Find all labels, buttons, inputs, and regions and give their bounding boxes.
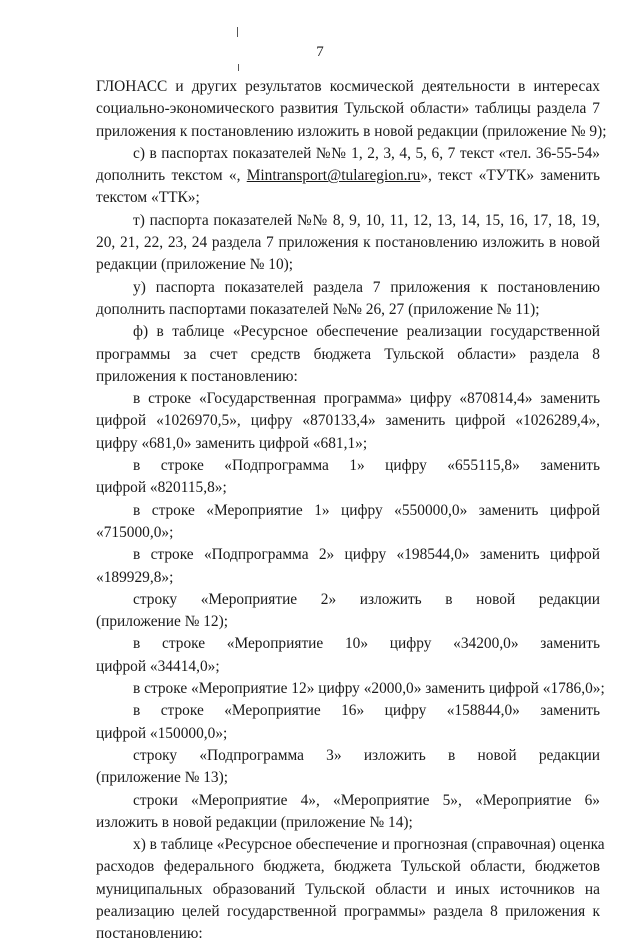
- text-line: в строке «Мероприятие 16» цифру «158844,0» заменить: [133, 702, 600, 720]
- text-line: (приложение № 12);: [96, 613, 229, 631]
- text-line: строки «Мероприятие 4», «Мероприятие 5», «Мероприятие 6»: [133, 791, 600, 809]
- text-line: реализацию целей государственной программы» раздела 8 приложения к: [96, 902, 600, 920]
- text-line: в строке «Подпрограмма 2» цифру «198544,0» заменить цифрой: [133, 546, 600, 564]
- text-line: дополнить паспортами показателей №№ 26, 27 (приложение № 11);: [96, 300, 540, 318]
- text-line: редакции (приложение № 10);: [96, 256, 294, 274]
- text-line: социально-экономического развития Тульской области» таблицы раздела 7: [96, 100, 600, 118]
- text-line: 20, 21, 22, 23, 24 раздела 7 приложения к постановлению изложить в новой: [96, 234, 600, 252]
- text-line: дополнить текстом «, Mintransport@tularegion.ru», текст «ТУТК» заменить: [96, 167, 600, 185]
- email-link[interactable]: Mintransport@tularegion.ru: [246, 167, 421, 185]
- text-line: цифрой «820115,8»;: [96, 479, 227, 497]
- text-line: строку «Подпрограмма 3» изложить в новой редакции: [133, 746, 600, 764]
- text-line: в строке «Мероприятие 10» цифру «34200,0» заменить: [133, 635, 600, 653]
- text-line: изложить в новой редакции (приложение № 14);: [96, 813, 413, 831]
- text-line: «715000,0»;: [96, 523, 174, 541]
- text-line: т) паспорта показателей №№ 8, 9, 10, 11, 12, 13, 14, 15, 16, 17, 18, 19,: [133, 211, 600, 229]
- scan-mark: [238, 64, 239, 71]
- text-line: муниципальных образований Тульской области и иных источников на: [96, 880, 600, 898]
- text-line: х) в таблице «Ресурсное обеспечение и прогнозная (справочная) оценка: [133, 836, 605, 854]
- text-line: приложения к постановлению изложить в новой редакции (приложение № 9);: [96, 122, 607, 140]
- text-line: постановлению:: [96, 925, 203, 943]
- text-line: расходов федерального бюджета, бюджета Тульской области, бюджетов: [96, 858, 600, 876]
- text-line: «189929,8»;: [96, 568, 174, 586]
- document-body: [96, 76, 607, 946]
- text-line: строку «Мероприятие 2» изложить в новой редакции: [133, 590, 600, 608]
- text-line: ГЛОНАСС и других результатов космической деятельности в интересах: [96, 78, 600, 95]
- text-line: у) паспорта показателей раздела 7 приложения к постановлению: [133, 278, 600, 296]
- text-line: цифру «681,0» заменить цифрой «681,1»;: [96, 434, 368, 452]
- scan-mark: [237, 27, 238, 37]
- text-line: приложения к постановлению:: [96, 367, 298, 385]
- text-line: в строке «Мероприятие 1» цифру «550000,0» заменить цифрой: [133, 501, 600, 519]
- text-line: ф) в таблице «Ресурсное обеспечение реализации государственной: [133, 323, 600, 341]
- text-line: с) в паспортах показателей №№ 1, 2, 3, 4, 5, 6, 7 текст «тел. 36-55-54»: [133, 144, 600, 162]
- text-line: в строке «Подпрограмма 1» цифру «655115,8» заменить: [133, 457, 600, 475]
- text-line: в строке «Мероприятие 12» цифру «2000,0» заменить цифрой «1786,0»;: [133, 680, 605, 698]
- text-line: цифрой «150000,0»;: [96, 724, 228, 742]
- text-line: цифрой «34414,0»;: [96, 657, 220, 675]
- text-line: текстом «ТТК»;: [96, 189, 200, 207]
- text-line: программы за счет средств бюджета Тульской области» раздела 8: [96, 345, 600, 363]
- text-line: в строке «Государственная программа» цифру «870814,4» заменить: [133, 390, 600, 408]
- text-line: цифрой «1026970,5», цифру «870133,4» заменить цифрой «1026289,4»,: [96, 412, 600, 430]
- text-line: (приложение № 13);: [96, 769, 229, 787]
- page-number: 7: [316, 44, 324, 60]
